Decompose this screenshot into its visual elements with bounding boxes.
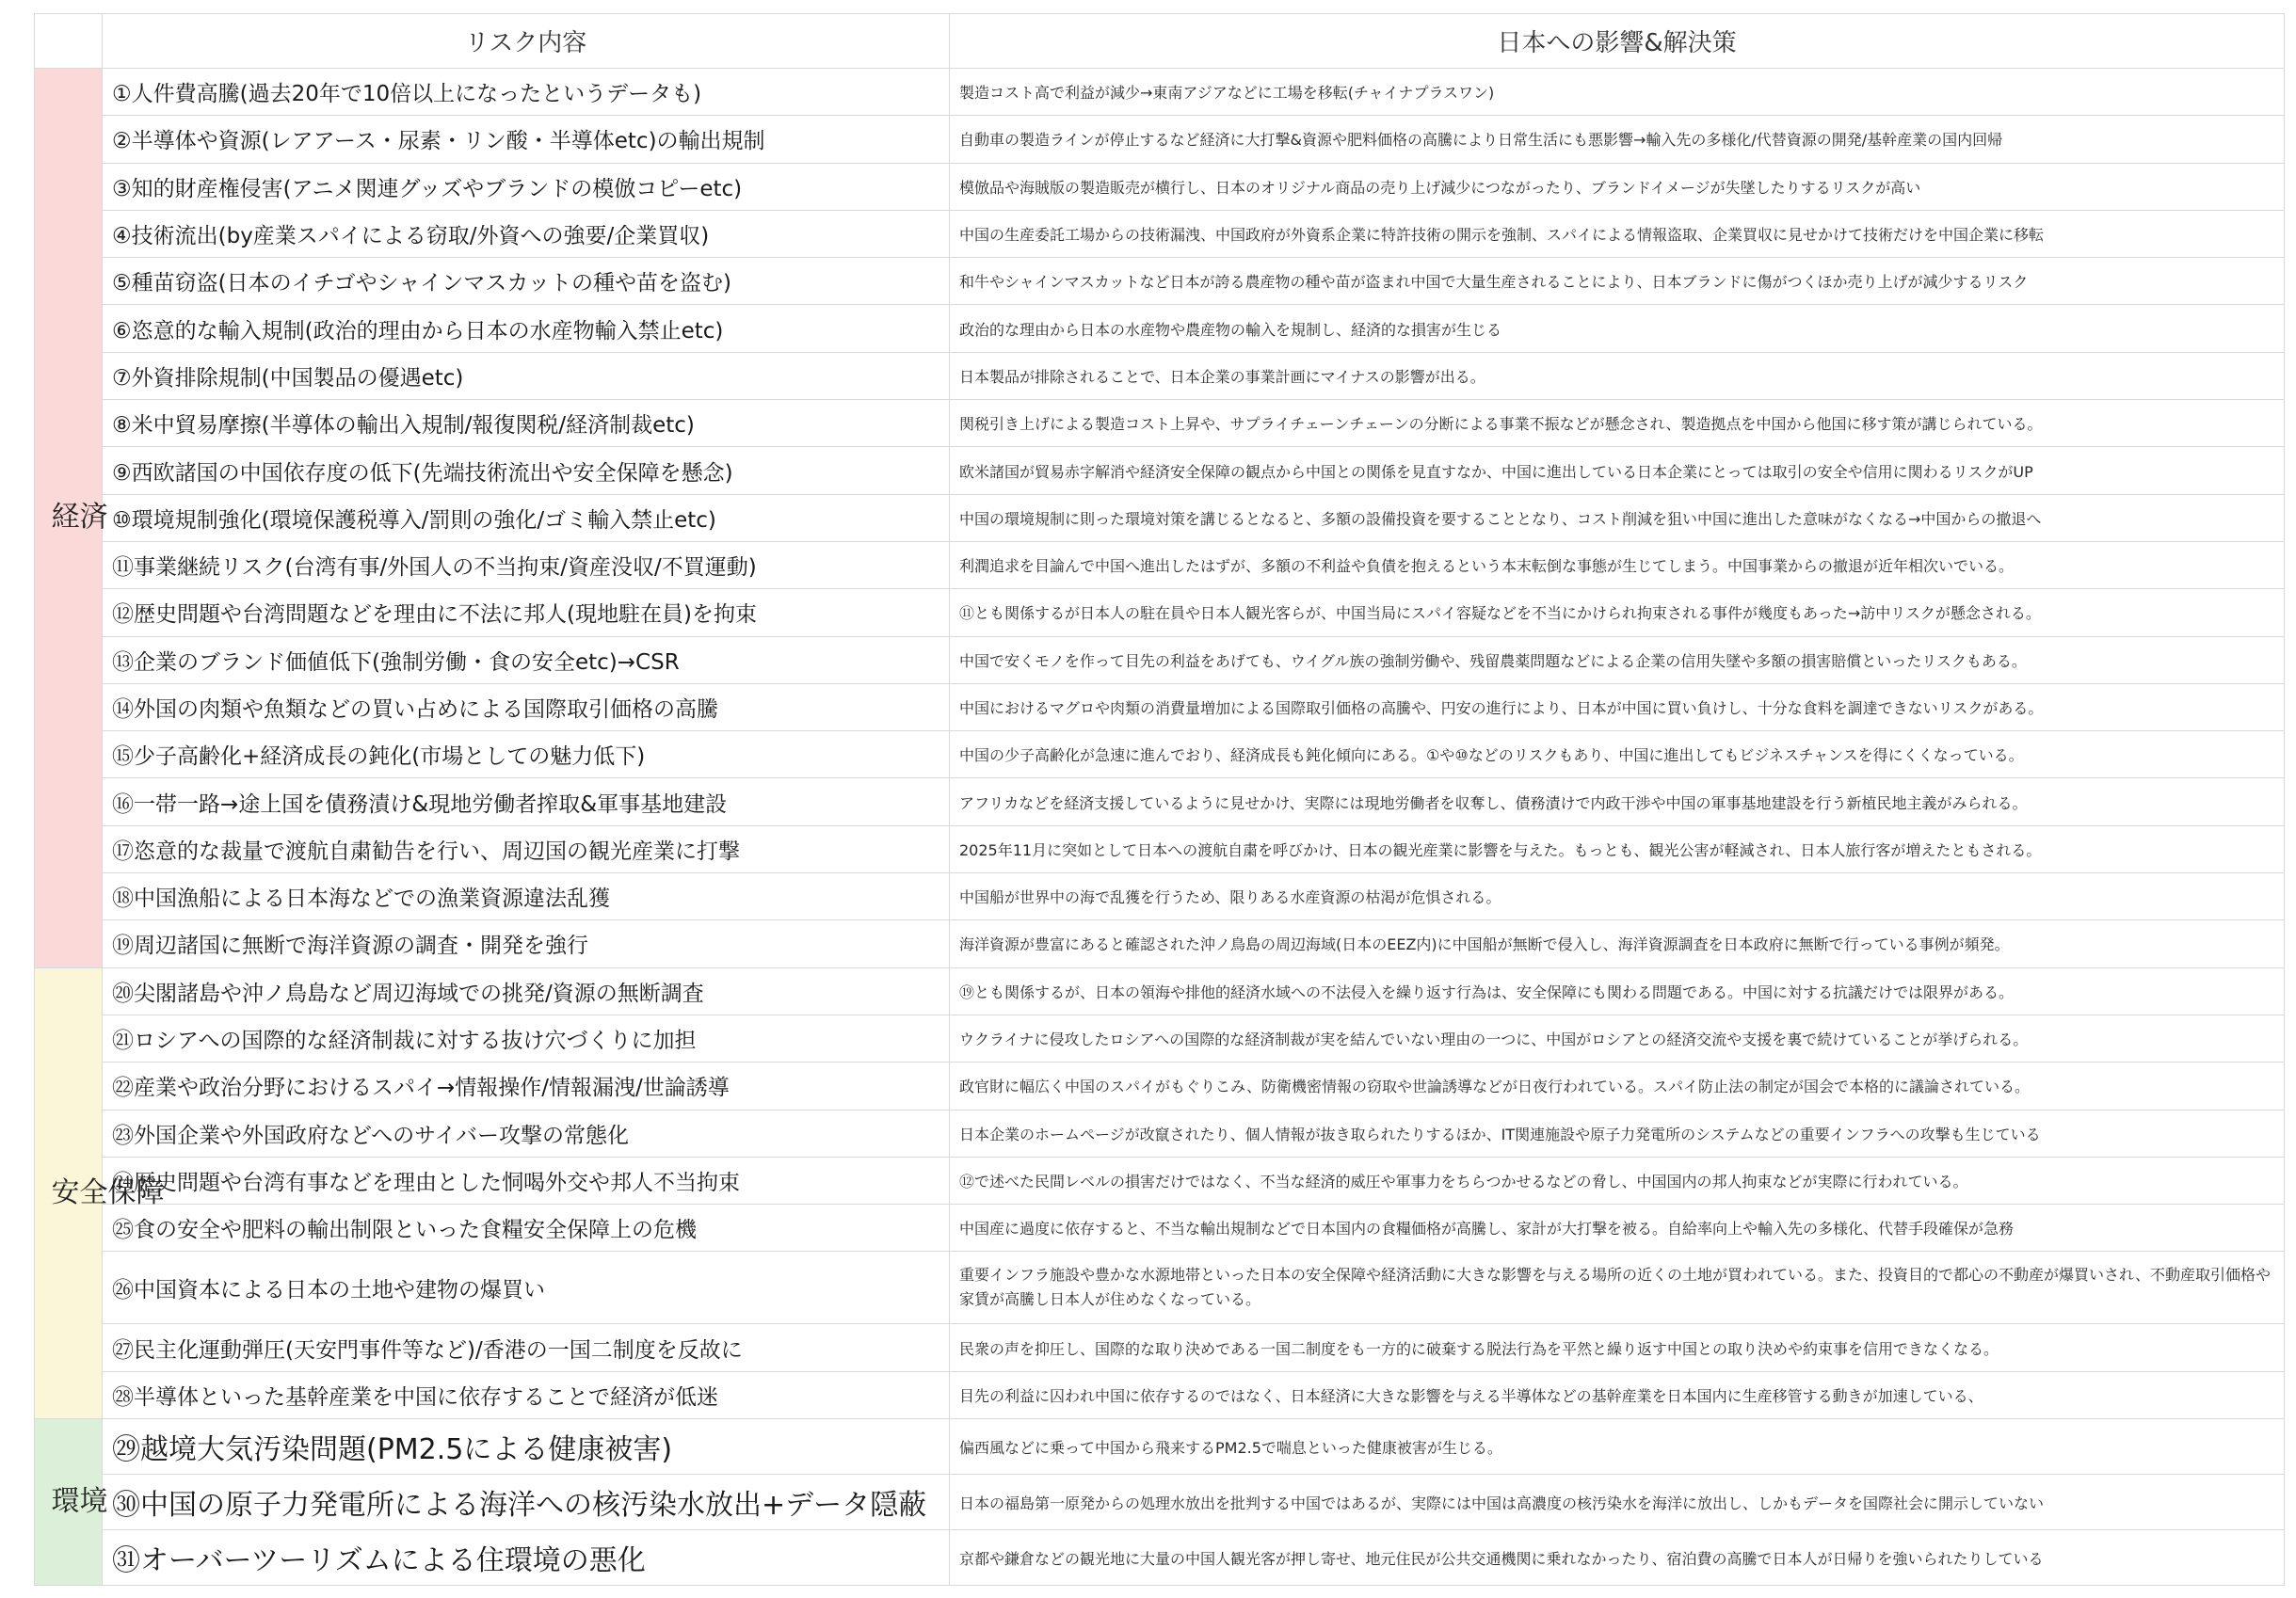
risk-cell: ⑨西欧諸国の中国依存度の低下(先端技術流出や安全保障を懸念): [103, 447, 950, 494]
risk-cell: ⑲周辺諸国に無断で海洋資源の調査・開発を強行: [103, 920, 950, 967]
impact-cell: 2025年11月に突如として日本への渡航自粛を呼びかけ、日本の観光産業に影響を与えた。もっとも、観光公害が軽減され、日本人旅行客が増えたともされる。: [950, 825, 2285, 872]
table-row: [35, 210, 2285, 257]
impact-cell: 日本の福島第一原発からの処理水放出を批判する中国ではあるが、実際には中国は高濃度の核汚染水を海洋に放出し、しかもデータを国際社会に開示していない: [950, 1475, 2285, 1530]
table-row: [35, 1419, 2285, 1475]
table-row: [35, 1252, 2285, 1324]
risk-cell: ㉘半導体といった基幹産業を中国に依存することで経済が低迷: [103, 1371, 950, 1418]
table-row: [35, 400, 2285, 447]
table-row: [35, 1110, 2285, 1157]
impact-cell: 日本企業のホームページが改竄されたり、個人情報が抜き取られたりするほか、IT関連施設や原子力発電所のシステムなどの重要インフラへの攻撃も生じている: [950, 1110, 2285, 1157]
table-row: [35, 541, 2285, 588]
impact-cell: 偏西風などに乗って中国から飛来するPM2.5で喘息といった健康被害が生じる。: [950, 1419, 2285, 1475]
risk-cell: ⑫歴史問題や台湾問題などを理由に不法に邦人(現地駐在員)を拘束: [103, 589, 950, 636]
impact-cell: 模倣品や海賊版の製造販売が横行し、日本のオリジナル商品の売り上げ減少につながったり、ブランドイメージが失墜したりするリスクが高い: [950, 163, 2285, 210]
impact-cell: 政官財に幅広く中国のスパイがもぐりこみ、防衛機密情報の窃取や世論誘導などが日夜行われている。スパイ防止法の制定が国会で本格的に議論されている。: [950, 1063, 2285, 1110]
impact-cell: 京都や鎌倉などの観光地に大量の中国人観光客が押し寄せ、地元住民が公共交通機関に乗れなかったり、宿泊費の高騰で日本人が日帰りを強いられたりしている: [950, 1530, 2285, 1586]
risk-cell: ⑮少子高齢化+経済成長の鈍化(市場としての魅力低下): [103, 731, 950, 778]
risk-cell: ㉑ロシアへの国際的な経済制裁に対する抜け穴づくりに加担: [103, 1015, 950, 1062]
risk-cell: ㉖中国資本による日本の土地や建物の爆買い: [103, 1252, 950, 1324]
impact-cell: ウクライナに侵攻したロシアへの国際的な経済制裁が実を結んでいない理由の一つに、中国がロシアとの経済交流や支援を裏で続けていることが挙げられる。: [950, 1015, 2285, 1062]
impact-cell: 中国の少子高齢化が急速に進んでおり、経済成長も鈍化傾向にある。①や⑩などのリスクもあり、中国に進出してもビジネスチャンスを得にくくなっている。: [950, 731, 2285, 778]
risk-cell: ⑧米中貿易摩擦(半導体の輸出入規制/報復関税/経済制裁etc): [103, 400, 950, 447]
impact-cell: 自動車の製造ラインが停止するなど経済に大打撃&資源や肥料価格の高騰により日常生活にも悪影響→輸入先の多様化/代替資源の開発/基幹産業の国内回帰: [950, 116, 2285, 163]
risk-cell: ⑬企業のブランド価値低下(強制労働・食の安全etc)→CSR: [103, 636, 950, 683]
table-row: [35, 873, 2285, 920]
impact-cell: 中国の生産委託工場からの技術漏洩、中国政府が外資系企業に特許技術の開示を強制、スパイによる情報盗取、企業買収に見せかけて技術だけを中国企業に移転: [950, 210, 2285, 257]
table-row: [35, 967, 2285, 1015]
risk-cell: ⑩環境規制強化(環境保護税導入/罰則の強化/ゴミ輸入禁止etc): [103, 494, 950, 541]
header-impact: 日本への影響&解決策: [950, 14, 2285, 69]
risk-cell: ㉕食の安全や肥料の輸出制限といった食糧安全保障上の危機: [103, 1205, 950, 1252]
impact-cell: 目先の利益に囚われ中国に依存するのではなく、日本経済に大きな影響を与える半導体などの基幹産業を日本国内に生産移管する動きが加速している、: [950, 1371, 2285, 1418]
impact-cell: ⑫で述べた民間レベルの損害だけではなく、不当な経済的威圧や軍事力をちらつかせるなどの脅し、中国国内の邦人拘束などが実際に行われている。: [950, 1157, 2285, 1204]
table-row: [35, 1475, 2285, 1530]
risk-cell: ⑥恣意的な輸入規制(政治的理由から日本の水産物輸入禁止etc): [103, 305, 950, 352]
risk-cell: ㉗民主化運動弾圧(天安門事件等など)/香港の一国二制度を反故に: [103, 1324, 950, 1371]
table-row: [35, 163, 2285, 210]
header-risk: リスク内容: [103, 14, 950, 69]
risk-cell: ②半導体や資源(レアアース・尿素・リン酸・半導体etc)の輸出規制: [103, 116, 950, 163]
table-row: [35, 1157, 2285, 1204]
risk-table: [34, 13, 2285, 1586]
risk-cell: ⑪事業継続リスク(台湾有事/外国人の不当拘束/資産没収/不買運動): [103, 541, 950, 588]
impact-cell: 重要インフラ施設や豊かな水源地帯といった日本の安全保障や経済活動に大きな影響を与える場所の近くの土地が買われている。また、投資目的で都心の不動産が爆買いされ、不動産取引価格や家賃が高騰し日本人が住めなくなっている。: [950, 1252, 2285, 1324]
table-row: [35, 1015, 2285, 1062]
risk-cell: ⑦外資排除規制(中国製品の優遇etc): [103, 352, 950, 399]
risk-cell: ㉓外国企業や外国政府などへのサイバー攻撃の常態化: [103, 1110, 950, 1157]
impact-cell: 関税引き上げによる製造コスト上昇や、サプライチェーンチェーンの分断による事業不振などが懸念され、製造拠点を中国から他国に移す策が講じられている。: [950, 400, 2285, 447]
table-row: [35, 1324, 2285, 1371]
table-row: [35, 1205, 2285, 1252]
impact-cell: 民衆の声を抑圧し、国際的な取り決めである一国二制度をも一方的に破棄する脱法行為を平然と繰り返す中国との取り決めや約束事を信用できなくなる。: [950, 1324, 2285, 1371]
risk-cell: ㉚中国の原子力発電所による海洋への核汚染水放出+データ隠蔽: [103, 1475, 950, 1530]
table-row: [35, 447, 2285, 494]
table-row: [35, 69, 2285, 116]
impact-cell: 中国で安くモノを作って目先の利益をあげても、ウイグル族の強制労働や、残留農薬問題などによる企業の信用失墜や多額の損害賠償といったリスクもある。: [950, 636, 2285, 683]
table-row: [35, 920, 2285, 967]
impact-cell: ⑲とも関係するが、日本の領海や排他的経済水域への不法侵入を繰り返す行為は、安全保障にも関わる問題である。中国に対する抗議だけでは限界がある。: [950, 967, 2285, 1015]
impact-cell: 製造コスト高で利益が減少→東南アジアなどに工場を移転(チャイナプラスワン): [950, 69, 2285, 116]
risk-cell: ④技術流出(by産業スパイによる窃取/外資への強要/企業買収): [103, 210, 950, 257]
category-security: 安全保障: [35, 967, 103, 1418]
risk-cell: ⑰恣意的な裁量で渡航自粛勧告を行い、周辺国の観光産業に打撃: [103, 825, 950, 872]
impact-cell: 日本製品が排除されることで、日本企業の事業計画にマイナスの影響が出る。: [950, 352, 2285, 399]
table-row: [35, 494, 2285, 541]
impact-cell: 海洋資源が豊富にあると確認された沖ノ鳥島の周辺海域(日本のEEZ内)に中国船が無断で侵入し、海洋資源調査を日本政府に無断で行っている事例が頻発。: [950, 920, 2285, 967]
risk-cell: ①人件費高騰(過去20年で10倍以上になったというデータも): [103, 69, 950, 116]
table-row: [35, 352, 2285, 399]
table-row: [35, 1063, 2285, 1110]
impact-cell: 利潤追求を目論んで中国へ進出したはずが、多額の不利益や負債を抱えるという本末転倒な事態が生じてしまう。中国事業からの撤退が近年相次いでいる。: [950, 541, 2285, 588]
table-row: [35, 778, 2285, 825]
impact-cell: 欧米諸国が貿易赤字解消や経済安全保障の観点から中国との関係を見直すなか、中国に進出している日本企業にとっては取引の安全や信用に関わるリスクがUP: [950, 447, 2285, 494]
table-row: [35, 589, 2285, 636]
impact-cell: 政治的な理由から日本の水産物や農産物の輸入を規制し、経済的な損害が生じる: [950, 305, 2285, 352]
risk-cell: ⑭外国の肉類や魚類などの買い占めによる国際取引価格の高騰: [103, 683, 950, 730]
impact-cell: 和牛やシャインマスカットなど日本が誇る農産物の種や苗が盗まれ中国で大量生産されることにより、日本ブランドに傷がつくほか売り上げが減少するリスク: [950, 258, 2285, 305]
table-row: [35, 825, 2285, 872]
impact-cell: アフリカなどを経済支援しているように見せかけ、実際には現地労働者を収奪し、債務漬けで内政干渉や中国の軍事基地建設を行う新植民地主義がみられる。: [950, 778, 2285, 825]
table-row: [35, 683, 2285, 730]
category-environment: 環境: [35, 1419, 103, 1586]
table-row: [35, 636, 2285, 683]
risk-cell: ⑱中国漁船による日本海などでの漁業資源違法乱獲: [103, 873, 950, 920]
risk-cell: ㉛オーバーツーリズムによる住環境の悪化: [103, 1530, 950, 1586]
table-row: [35, 1530, 2285, 1586]
table-row: [35, 258, 2285, 305]
risk-cell: ⑯一帯一路→途上国を債務漬け&現地労働者搾取&軍事基地建設: [103, 778, 950, 825]
risk-cell: ㉒産業や政治分野におけるスパイ→情報操作/情報漏洩/世論誘導: [103, 1063, 950, 1110]
risk-cell: ⑤種苗窃盗(日本のイチゴやシャインマスカットの種や苗を盗む): [103, 258, 950, 305]
table-row: [35, 305, 2285, 352]
impact-cell: 中国船が世界中の海で乱獲を行うため、限りある水産資源の枯渇が危惧される。: [950, 873, 2285, 920]
risk-cell: ③知的財産権侵害(アニメ関連グッズやブランドの模倣コピーetc): [103, 163, 950, 210]
impact-cell: 中国産に過度に依存すると、不当な輸出規制などで日本国内の食糧価格が高騰し、家計が大打撃を被る。自給率向上や輸入先の多様化、代替手段確保が急務: [950, 1205, 2285, 1252]
table-row: [35, 731, 2285, 778]
table-row: [35, 116, 2285, 163]
risk-cell: ⑳尖閣諸島や沖ノ鳥島など周辺海域での挑発/資源の無断調査: [103, 967, 950, 1015]
header-corner: [35, 14, 103, 69]
category-economy: 経済: [35, 69, 103, 968]
impact-cell: ⑪とも関係するが日本人の駐在員や日本人観光客らが、中国当局にスパイ容疑などを不当にかけられ拘束される事件が幾度もあった→訪中リスクが懸念される。: [950, 589, 2285, 636]
risk-cell: ㉙越境大気汚染問題(PM2.5による健康被害): [103, 1419, 950, 1475]
impact-cell: 中国におけるマグロや肉類の消費量増加による国際取引価格の高騰や、円安の進行により、日本が中国に買い負けし、十分な食料を調達できないリスクがある。: [950, 683, 2285, 730]
impact-cell: 中国の環境規制に則った環境対策を講じるとなると、多額の設備投資を要することとなり、コスト削減を狙い中国に進出した意味がなくなる→中国からの撤退へ: [950, 494, 2285, 541]
table-row: [35, 1371, 2285, 1418]
risk-cell: ㉔歴史問題や台湾有事などを理由とした恫喝外交や邦人不当拘束: [103, 1157, 950, 1204]
header-row: [35, 14, 2285, 69]
